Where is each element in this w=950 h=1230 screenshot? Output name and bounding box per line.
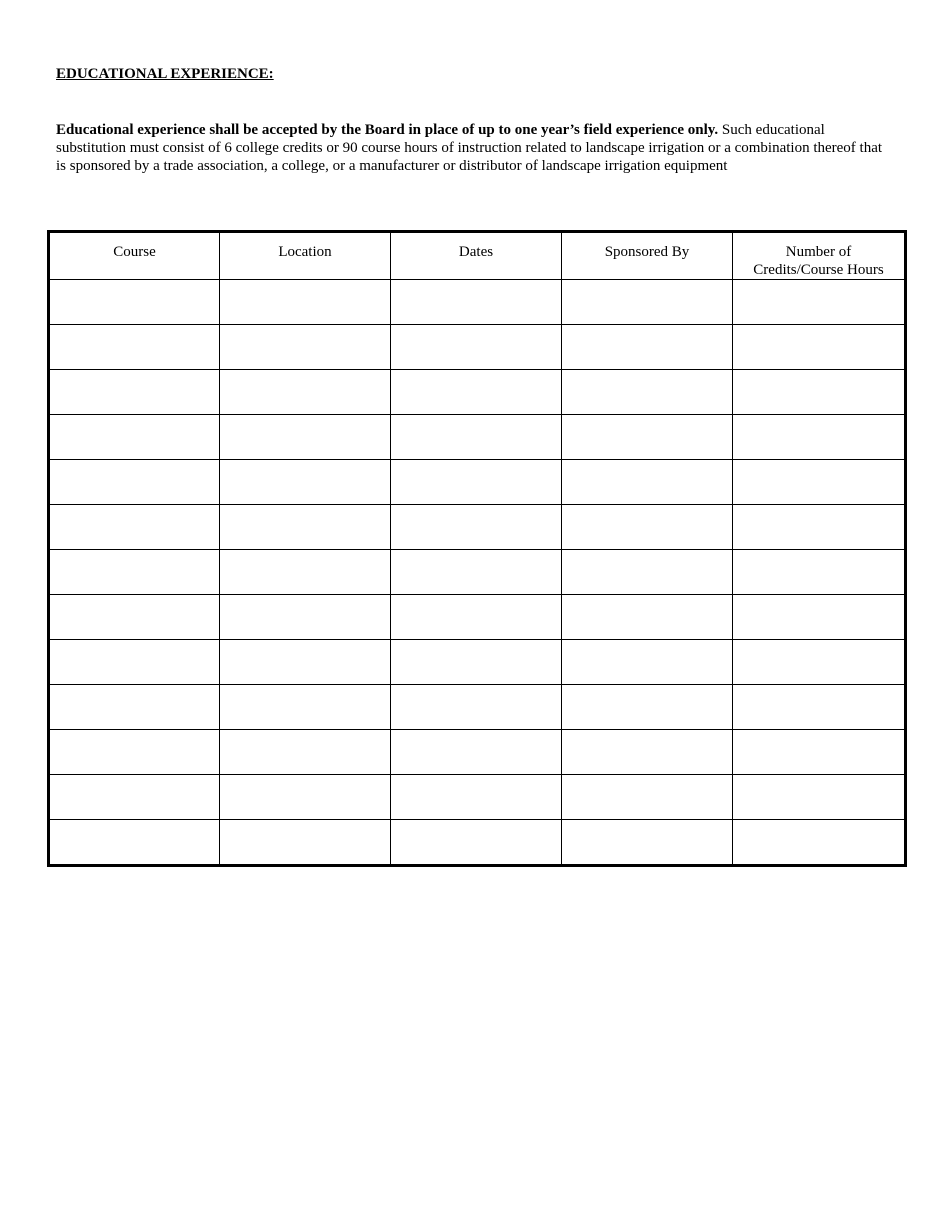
- cell-course[interactable]: [49, 550, 220, 595]
- cell-sponsored-by[interactable]: [562, 775, 733, 820]
- cell-credits[interactable]: [733, 640, 906, 685]
- cell-sponsored-by[interactable]: [562, 505, 733, 550]
- table-row: [49, 370, 906, 415]
- cell-sponsored-by[interactable]: [562, 280, 733, 325]
- cell-credits[interactable]: [733, 730, 906, 775]
- cell-location[interactable]: [220, 415, 391, 460]
- cell-course[interactable]: [49, 640, 220, 685]
- cell-credits[interactable]: [733, 370, 906, 415]
- cell-course[interactable]: [49, 460, 220, 505]
- cell-course[interactable]: [49, 280, 220, 325]
- table-row: [49, 775, 906, 820]
- cell-sponsored-by[interactable]: [562, 460, 733, 505]
- cell-sponsored-by[interactable]: [562, 820, 733, 866]
- cell-dates[interactable]: [391, 325, 562, 370]
- cell-credits[interactable]: [733, 505, 906, 550]
- table-row: [49, 595, 906, 640]
- cell-location[interactable]: [220, 595, 391, 640]
- intro-paragraph: [56, 121, 886, 175]
- cell-credits[interactable]: [733, 550, 906, 595]
- cell-course[interactable]: [49, 370, 220, 415]
- cell-location[interactable]: [220, 370, 391, 415]
- cell-location[interactable]: [220, 460, 391, 505]
- cell-course[interactable]: [49, 820, 220, 866]
- cell-course[interactable]: [49, 595, 220, 640]
- table-body: [49, 280, 906, 866]
- table-row: [49, 820, 906, 866]
- cell-dates[interactable]: [391, 775, 562, 820]
- cell-credits[interactable]: [733, 685, 906, 730]
- table-row: [49, 550, 906, 595]
- header-course: Course: [49, 232, 220, 280]
- cell-course[interactable]: [49, 730, 220, 775]
- table-header-row: [49, 232, 906, 280]
- cell-dates[interactable]: [391, 280, 562, 325]
- table-row: [49, 505, 906, 550]
- cell-credits[interactable]: [733, 280, 906, 325]
- cell-course[interactable]: [49, 325, 220, 370]
- cell-dates[interactable]: [391, 730, 562, 775]
- table-row: [49, 685, 906, 730]
- header-dates: Dates: [391, 232, 562, 280]
- cell-location[interactable]: [220, 550, 391, 595]
- cell-location[interactable]: [220, 730, 391, 775]
- cell-course[interactable]: [49, 775, 220, 820]
- cell-location[interactable]: [220, 280, 391, 325]
- cell-sponsored-by[interactable]: [562, 370, 733, 415]
- cell-credits[interactable]: [733, 460, 906, 505]
- cell-dates[interactable]: [391, 550, 562, 595]
- cell-sponsored-by[interactable]: [562, 325, 733, 370]
- header-credits-line2: Credits/Course Hours: [753, 262, 884, 278]
- header-location: Location: [220, 232, 391, 280]
- cell-sponsored-by[interactable]: [562, 550, 733, 595]
- cell-sponsored-by[interactable]: [562, 595, 733, 640]
- table-row: [49, 415, 906, 460]
- cell-course[interactable]: [49, 505, 220, 550]
- cell-dates[interactable]: [391, 820, 562, 866]
- educational-experience-table: [47, 230, 907, 867]
- header-credits-line1: Number of: [785, 244, 852, 260]
- table-row: [49, 460, 906, 505]
- cell-credits[interactable]: [733, 415, 906, 460]
- cell-dates[interactable]: [391, 505, 562, 550]
- cell-credits[interactable]: [733, 820, 906, 866]
- cell-credits[interactable]: [733, 775, 906, 820]
- table-row: [49, 280, 906, 325]
- cell-sponsored-by[interactable]: [562, 415, 733, 460]
- cell-sponsored-by[interactable]: [562, 640, 733, 685]
- cell-dates[interactable]: [391, 640, 562, 685]
- cell-sponsored-by[interactable]: [562, 730, 733, 775]
- table-row: [49, 640, 906, 685]
- cell-credits[interactable]: [733, 325, 906, 370]
- cell-dates[interactable]: [391, 595, 562, 640]
- cell-course[interactable]: [49, 415, 220, 460]
- intro-bold-text: Educational experience shall be accepted by the Board in place of up to one year’s field experience only.: [56, 122, 719, 138]
- section-heading: EDUCATIONAL EXPERIENCE:: [56, 66, 274, 82]
- cell-sponsored-by[interactable]: [562, 685, 733, 730]
- cell-location[interactable]: [220, 775, 391, 820]
- cell-dates[interactable]: [391, 460, 562, 505]
- cell-location[interactable]: [220, 640, 391, 685]
- intro-body-text: Such educational substitution must consist of 6 college credits or 90 course hours of instruction related to landscape irrigation or a combination thereof that is sponsored by a trade association, a college, or a manufacturer or distributor of landscape irrigation equipment: [56, 122, 883, 174]
- table-row: [49, 730, 906, 775]
- cell-credits[interactable]: [733, 595, 906, 640]
- cell-location[interactable]: [220, 820, 391, 866]
- cell-location[interactable]: [220, 685, 391, 730]
- header-sponsored-by: Sponsored By: [562, 232, 733, 280]
- cell-course[interactable]: [49, 685, 220, 730]
- cell-dates[interactable]: [391, 685, 562, 730]
- cell-location[interactable]: [220, 325, 391, 370]
- table-row: [49, 325, 906, 370]
- cell-dates[interactable]: [391, 370, 562, 415]
- cell-location[interactable]: [220, 505, 391, 550]
- cell-dates[interactable]: [391, 415, 562, 460]
- header-credits: [733, 232, 906, 280]
